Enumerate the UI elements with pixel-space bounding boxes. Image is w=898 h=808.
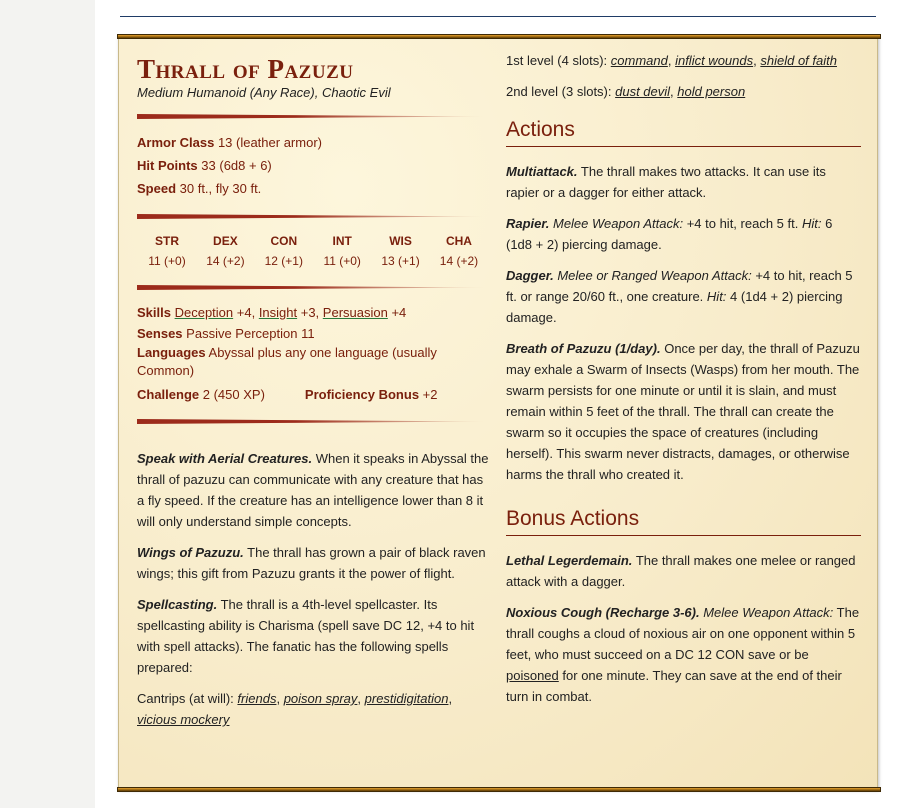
proficiency-label: Proficiency Bonus [304,387,420,402]
ability-name: DEX [213,234,238,248]
trait-speak-with-aerial-creatures [137,448,489,532]
proficiency-value: +2 [422,387,438,402]
spell-friends-link[interactable]: friends [237,691,277,706]
bonus-actions-heading: Bonus Actions [506,505,861,536]
monster-name: Thrall of Pazuzu [137,54,354,84]
hit-label: Hit: [801,216,822,231]
separator: , [357,691,365,706]
action-text: for one minute. They can save at the end of their turn in combat. [506,668,842,704]
challenge-value: 2 (450 XP) [202,387,265,402]
spell-inflict-wounds-link[interactable]: inflict wounds [675,53,754,68]
stat-block [118,36,878,790]
hit-label: Hit: [706,289,727,304]
action-rapier [506,213,861,255]
spell-prestidigitation-link[interactable]: prestidigitation [364,691,449,706]
spells-level-2 [506,81,861,102]
ability-score: 14 (+2) [206,254,245,268]
action-name: Rapier. [506,216,550,231]
separator: , [670,84,678,99]
trait-text: When it speaks in Abyssal the thrall of pazuzu can communicate with any creature that has a fly speed. If the creature has an intelligence lower than 8 it will only understand simple concepts. [137,451,489,529]
spell-hold-person-link[interactable]: hold person [677,84,746,99]
hit-points [137,154,489,177]
separator: , [448,691,453,706]
action-name: Multiattack. [506,164,578,179]
action-text: +4 to hit, reach 5 ft. [686,216,799,231]
armor-class [137,131,489,154]
senses-label: Senses [137,326,183,341]
ability-scores [137,231,489,271]
monster-meta: Medium Humanoid (Any Race), Chaotic Evil [137,85,391,100]
speed [137,177,489,200]
skill-deception-link[interactable]: Deception [174,305,234,320]
ability-name: CHA [445,234,472,248]
stat-block-left-column [137,54,489,730]
trait-text: The thrall has grown a pair of black raven wings; this gift from Pazuzu grants it the power of flight. [137,545,486,581]
hit-damage: 6 (1d8 + 2) piercing damage. [506,216,833,252]
spells-level-1 [506,50,861,71]
ability-str [139,231,195,271]
spell-dust-devil-link[interactable]: dust devil [615,84,671,99]
spell-vicious-mockery-link[interactable]: vicious mockery [137,712,230,727]
attack-type: Melee Weapon Attack: [552,216,684,231]
languages-value: Abyssal plus any one language (usually Common) [137,345,437,378]
trait-name: Wings of Pazuzu. [137,545,244,560]
armor-class-value: 13 (leather armor) [217,135,322,150]
ability-name: CON [270,234,298,248]
bonus-action-noxious-cough [506,602,861,707]
attack-type: Melee or Ranged Weapon Attack: [557,268,752,283]
stat-block-bottom-bar [117,787,881,792]
spell-poison-spray-link[interactable]: poison spray [283,691,358,706]
ability-score: 14 (+2) [439,254,479,268]
speed-label: Speed [137,181,177,196]
skill-insight-link[interactable]: Insight [258,305,298,320]
ability-name: STR [155,234,179,248]
senses [137,323,489,344]
ability-dex [197,231,253,271]
divider [137,214,489,219]
skills [137,302,489,323]
page-divider [120,16,876,17]
ability-score: 13 (+1) [381,254,420,268]
armor-class-label: Armor Class [137,135,215,150]
page-margin [0,0,95,808]
challenge-row [137,384,489,405]
spell-level-label: 1st level (4 slots): [506,53,611,68]
ability-score: 11 (+0) [148,254,186,268]
ability-name: INT [332,234,352,248]
actions-heading: Actions [506,116,861,147]
action-text: +4 to hit, reach 5 ft. or range 20/60 ft., one creature. [506,268,853,304]
separator: , [753,53,761,68]
languages [137,344,489,380]
speed-value: 30 ft., fly 30 ft. [179,181,262,196]
senses-value: Passive Perception 11 [186,326,315,341]
proficiency-bonus [305,384,438,405]
action-dagger [506,265,861,328]
spell-shield-of-faith-link[interactable]: shield of faith [760,53,837,68]
action-text: The thrall makes one melee or ranged attack with a dagger. [506,553,856,589]
action-name: Lethal Legerdemain. [506,553,633,568]
action-text: The thrall coughs a cloud of noxious air on one opponent within 5 feet, who must succeed on a DC 12 CON save or be [506,605,860,662]
ability-con [256,231,312,271]
challenge [137,384,265,405]
stat-block-top-bar [117,34,881,39]
hit-damage: 4 (1d4 + 2) piercing damage. [506,289,843,325]
divider [137,114,489,119]
action-name: Dagger. [506,268,554,283]
ability-score: 12 (+1) [264,254,303,268]
action-name: Breath of Pazuzu (1/day). [506,341,661,356]
separator: , [276,691,284,706]
trait-name: Spellcasting. [137,597,218,612]
bonus-action-lethal-legerdemain [506,550,861,592]
ability-score: 11 (+0) [323,254,361,268]
challenge-label: Challenge [137,387,200,402]
spells-cantrips [137,688,489,730]
ability-cha [431,231,487,271]
trait-wings-of-pazuzu [137,542,489,584]
ability-name: WIS [389,234,412,248]
skills-label: Skills [137,305,171,320]
action-text: The thrall makes two attacks. It can use its rapier or a dagger for either attack. [506,164,826,200]
action-multiattack [506,161,861,203]
hit-points-label: Hit Points [137,158,198,173]
skill-bonus: +4 [387,305,407,320]
skill-bonus: +4, [233,305,259,320]
attack-type: Melee Weapon Attack: [703,605,834,620]
properties [137,302,489,405]
action-breath-of-pazuzu [506,338,861,485]
divider [137,419,489,424]
action-text: Once per day, the thrall of Pazuzu may exhale a Swarm of Insects (Wasps) from her mouth. The swarm persists for one minute or until it is slain, and must remain within 5 feet of the thrall. The thrall can create the swarm so it occupies the space of creatures (including herself). This swarm never distracts, damages, or otherwise harms the thrall who created it. [506,341,860,482]
languages-label: Languages [137,345,206,360]
skill-bonus: +3, [297,305,323,320]
spell-command-link[interactable]: command [610,53,668,68]
spell-level-label: 2nd level (3 slots): [506,84,616,99]
condition-poisoned-link[interactable]: poisoned [506,668,559,683]
spell-level-label: Cantrips (at will): [137,691,238,706]
stat-block-right-column [506,50,861,717]
action-name: Noxious Cough (Recharge 3-6). [506,605,700,620]
trait-text: The thrall is a 4th-level spellcaster. Its spellcasting ability is Charisma (spell save DC 12, +4 to hit with spell attacks). The fanatic has the following spells prepared: [137,597,475,675]
skill-persuasion-link[interactable]: Persuasion [322,305,388,320]
ability-wis [373,231,429,271]
divider [137,285,489,290]
ability-int [314,231,370,271]
trait-spellcasting [137,594,489,678]
trait-name: Speak with Aerial Creatures. [137,451,313,466]
hit-points-value: 33 (6d8 + 6) [201,158,272,173]
separator: , [667,53,676,68]
